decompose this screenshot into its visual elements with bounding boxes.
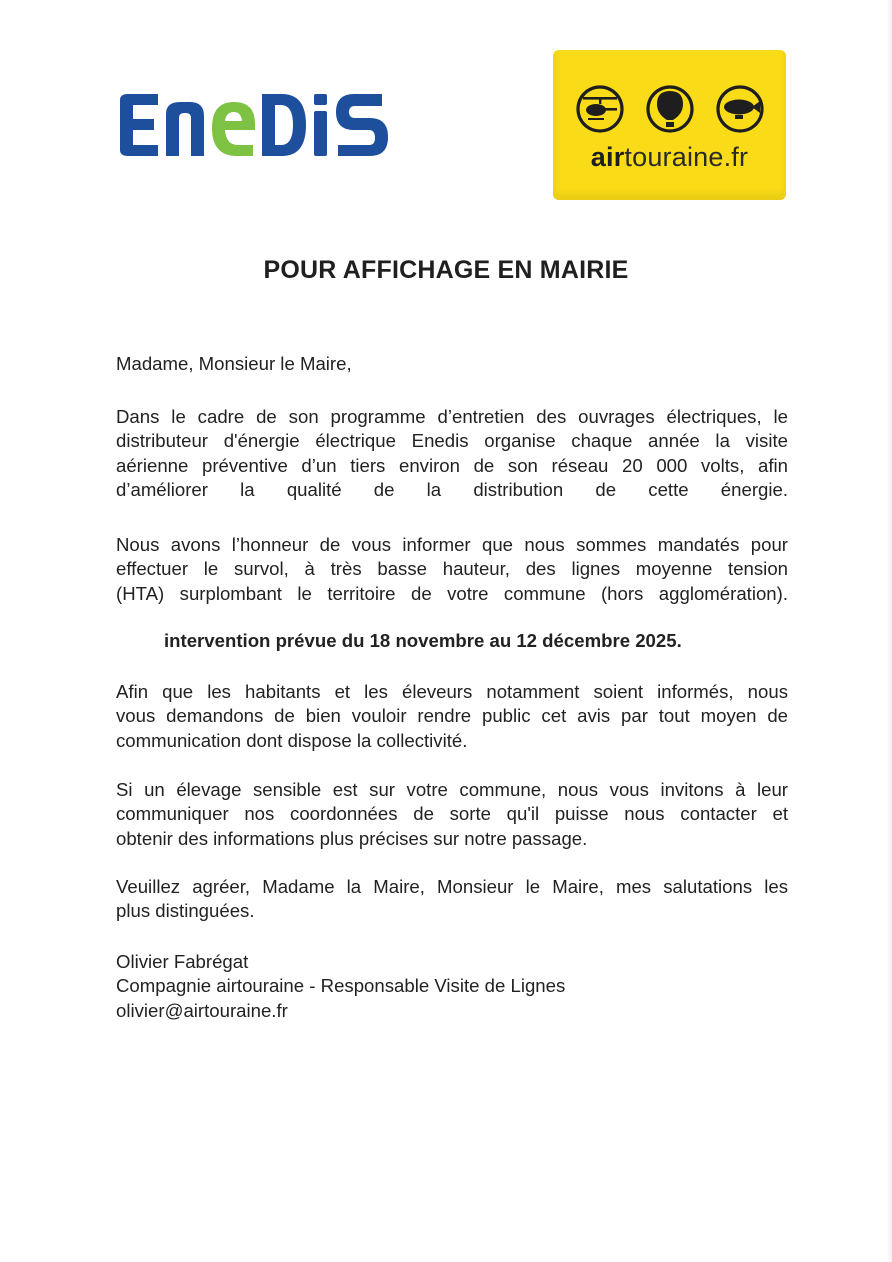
- paragraph-1-line: d’améliorer la qualité de la distribution de cette énergie.: [116, 479, 788, 501]
- airtouraine-icons: [575, 84, 765, 134]
- enedis-letter-n: [166, 102, 204, 156]
- paragraph-4-line: Si un élevage sensible est sur votre commune, nous vous invitons à leur: [116, 779, 788, 800]
- enedis-letter-i-dot: [314, 94, 327, 105]
- paragraph-3: [116, 680, 788, 753]
- paragraph-2: [116, 533, 788, 606]
- paragraph-1-line: Dans le cadre de son programme d’entretien des ouvrages électriques, le: [116, 406, 788, 427]
- paragraph-3-line: Afin que les habitants et les éleveurs notamment soient informés, nous: [116, 681, 788, 702]
- hot-air-balloon-icon: [648, 87, 692, 131]
- paragraph-1-line: distributeur d'énergie électrique Enedis organise chaque année la visite: [116, 430, 788, 452]
- closing-line: Veuillez agréer, Madame la Maire, Monsieur le Maire, mes salutations les: [116, 876, 788, 897]
- helicopter-icon: [578, 87, 622, 131]
- closing: [116, 875, 788, 924]
- signature-email[interactable]: olivier@airtouraine.fr: [116, 999, 288, 1021]
- airship-icon: [718, 87, 762, 131]
- airtouraine-wordmark-bold: air: [590, 142, 625, 172]
- enedis-letter-e2: [212, 102, 255, 156]
- paragraph-2-line: Nous avons l’honneur de vous informer que nous sommes mandatés pour: [116, 534, 788, 555]
- paragraph-1-line: aérienne préventive d’un tiers environ de son réseau 20 000 volts, afin: [116, 454, 788, 476]
- signature-name: Olivier Fabrégat: [116, 951, 249, 972]
- enedis-logo: [120, 94, 390, 156]
- document-title: POUR AFFICHAGE EN MAIRIE: [263, 256, 629, 284]
- airtouraine-logo: [553, 50, 786, 200]
- enedis-letter-s: [336, 94, 388, 156]
- paragraph-2-line: (HTA) surplombant le territoire de votre commune (hors agglomération).: [116, 582, 788, 604]
- scan-edge-shadow: [886, 0, 892, 1262]
- intervention-dates: intervention prévue du 18 novembre au 12 décembre 2025.: [164, 630, 682, 651]
- paragraph-3-line: vous demandons de bien vouloir rendre public cet avis par tout moyen de: [116, 705, 788, 727]
- paragraph-4-line: communiquer nos coordonnées de sorte qu'il puisse nous contacter et: [116, 803, 788, 825]
- closing-line: plus distinguées.: [116, 900, 255, 922]
- enedis-letter-d: [262, 94, 306, 156]
- paragraph-2-line: effectuer le survol, à très basse hauteur, des lignes moyenne tension: [116, 558, 788, 580]
- airtouraine-wordmark: [553, 142, 786, 173]
- salutation-line: Madame, Monsieur le Maire,: [116, 353, 352, 374]
- signature-role: Compagnie airtouraine - Responsable Visite de Lignes: [116, 975, 566, 997]
- enedis-letter-i: [314, 111, 327, 156]
- paragraph-4: [116, 778, 788, 851]
- airtouraine-wordmark-rest: touraine.fr: [624, 142, 749, 172]
- paragraph-1: [116, 405, 788, 503]
- paragraph-4-line: obtenir des informations plus précises sur notre passage.: [116, 827, 588, 849]
- signature-block: [116, 950, 788, 1023]
- paragraph-3-line: communication dont dispose la collectivité.: [116, 729, 468, 751]
- salutation: [116, 352, 788, 376]
- enedis-letter-e1: [120, 94, 158, 156]
